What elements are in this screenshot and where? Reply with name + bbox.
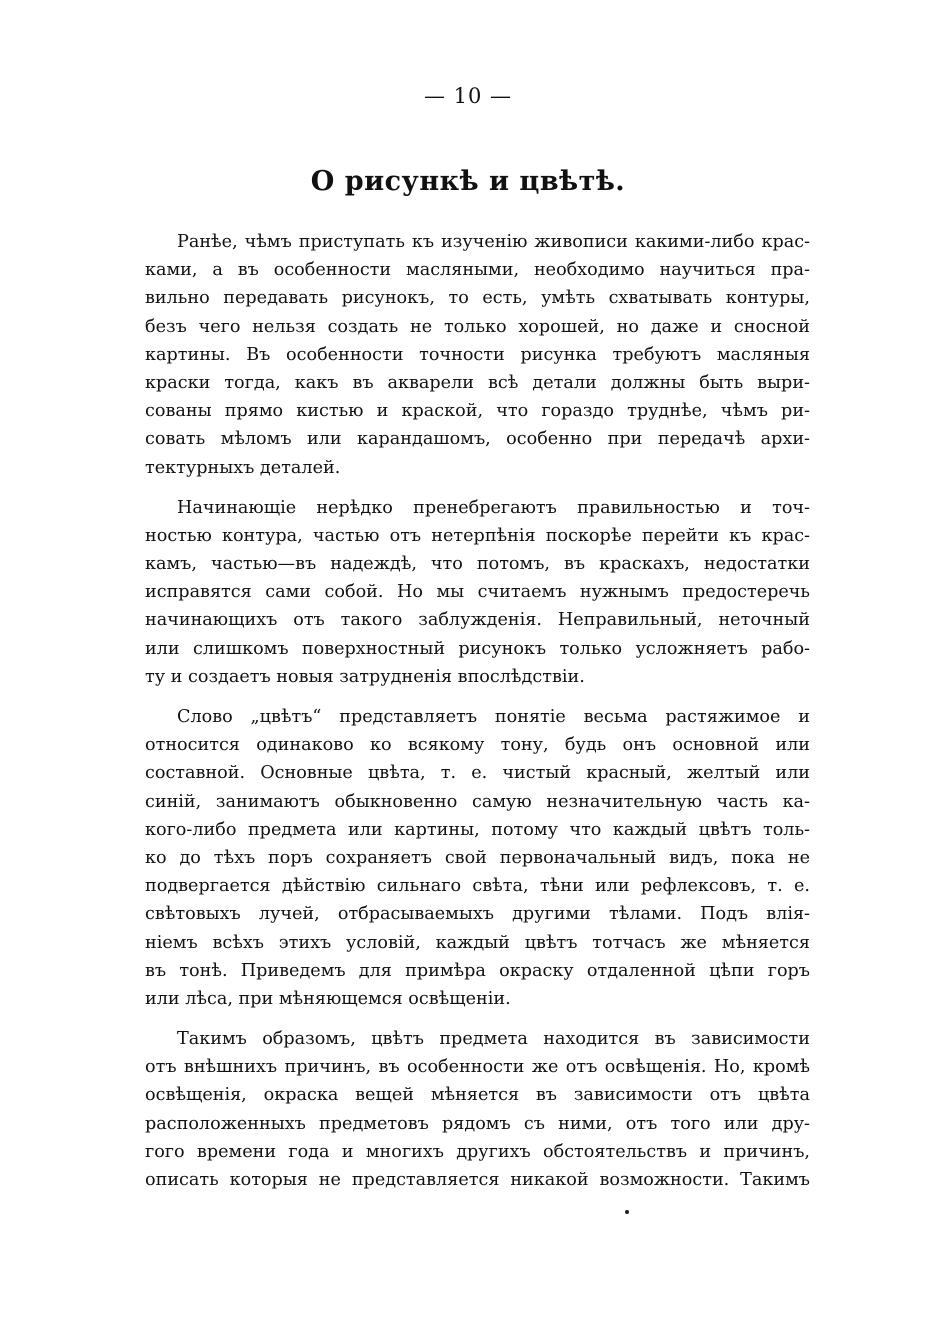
text-line: или лѣса, при мѣняющемся освѣщеніи.: [145, 988, 511, 1009]
body-text: [145, 228, 810, 1206]
text-line: совать мѣломъ или карандашомъ, особенно при передачѣ архи-: [145, 429, 810, 450]
text-line: Такимъ образомъ, цвѣтъ предмета находится въ зависимости: [177, 1029, 810, 1050]
text-line: ко до тѣхъ поръ сохраняетъ свой первоначальный видъ, пока не: [145, 847, 810, 868]
text-line: сованы прямо кистью и краской, что гораздо труднѣе, чѣмъ ри-: [145, 401, 810, 422]
text-line: вильно передавать рисунокъ, то есть, умѣть схватывать контуры,: [145, 288, 810, 309]
text-line: Ранѣе, чѣмъ приступать къ изученію живописи какими-либо крас-: [177, 232, 810, 252]
chapter-title: О рисункѣ и цвѣтѣ.: [310, 166, 626, 197]
text-line: безъ чего нельзя создать не только хорошей, но даже и сносной: [145, 316, 810, 337]
text-line: въ тонѣ. Приведемъ для примѣра окраску отдаленной цѣпи горъ: [145, 960, 810, 981]
text-line: расположенныхъ предметовъ рядомъ съ ними, отъ того или дру-: [145, 1113, 810, 1134]
page-number: — 10 —: [423, 84, 513, 108]
text-line: освѣщенія, окраска вещей мѣняется въ зависимости отъ цвѣта: [145, 1085, 810, 1106]
paragraph: [145, 494, 810, 691]
text-line: описать которыя не представляется никакой возможности. Такимъ: [145, 1170, 810, 1190]
text-line: исправятся сами собой. Но мы считаемъ нужнымъ предостеречь: [145, 582, 810, 603]
text-line: отъ внѣшнихъ причинъ, въ особенности же отъ освѣщенія. Но, кромѣ: [145, 1057, 810, 1078]
text-line: ніемъ всѣхъ этихъ условій, каждый цвѣтъ тотчасъ же мѣняется: [145, 932, 810, 953]
text-line: синій, занимаютъ обыкновенно самую незначительную часть ка-: [145, 791, 810, 812]
ink-dot: [625, 1210, 629, 1214]
text-line: Начинающіе нерѣдко пренебрегаютъ правильностью и точ-: [177, 497, 810, 518]
text-line: свѣтовыхъ лучей, отбрасываемыхъ другими тѣлами. Подъ влія-: [145, 904, 810, 925]
paragraph: [145, 228, 810, 482]
paragraph: [145, 703, 810, 1013]
text-line: или слишкомъ поверхностный рисунокъ только усложняетъ рабо-: [145, 638, 810, 659]
text-line: ностью контура, частью отъ нетерпѣнія поскорѣе перейти къ крас-: [145, 525, 810, 546]
text-line: картины. Въ особенности точности рисунка требуютъ масляныя: [145, 344, 810, 365]
paragraph: [145, 1025, 810, 1194]
text-line: ту и создаетъ новыя затрудненія впослѣдствіи.: [145, 666, 585, 687]
text-line: кого-либо предмета или картины, потому что каждый цвѣтъ толь-: [145, 819, 810, 840]
text-line: составной. Основные цвѣта, т. е. чистый красный, желтый или: [145, 763, 810, 784]
text-line: относится одинаково ко всякому тону, будь онъ основной или: [145, 735, 810, 756]
text-line: ками, а въ особенности масляными, необходимо научиться пра-: [145, 260, 810, 281]
text-line: камъ, частью—въ надеждѣ, что потомъ, въ краскахъ, недостатки: [145, 554, 810, 575]
text-line: начинающихъ отъ такого заблужденія. Неправильный, неточный: [145, 610, 810, 631]
text-line: гого времени года и многихъ другихъ обстоятельствъ и причинъ,: [145, 1141, 810, 1162]
text-line: Слово „цвѣтъ“ представляетъ понятіе весьма растяжимое и: [177, 707, 810, 727]
text-line: краски тогда, какъ въ акварели всѣ детали должны быть выри-: [145, 372, 810, 393]
text-line: подвергается дѣйствію сильнаго свѣта, тѣни или рефлексовъ, т. е.: [145, 876, 810, 897]
text-line: тектурныхъ деталей.: [145, 457, 341, 478]
